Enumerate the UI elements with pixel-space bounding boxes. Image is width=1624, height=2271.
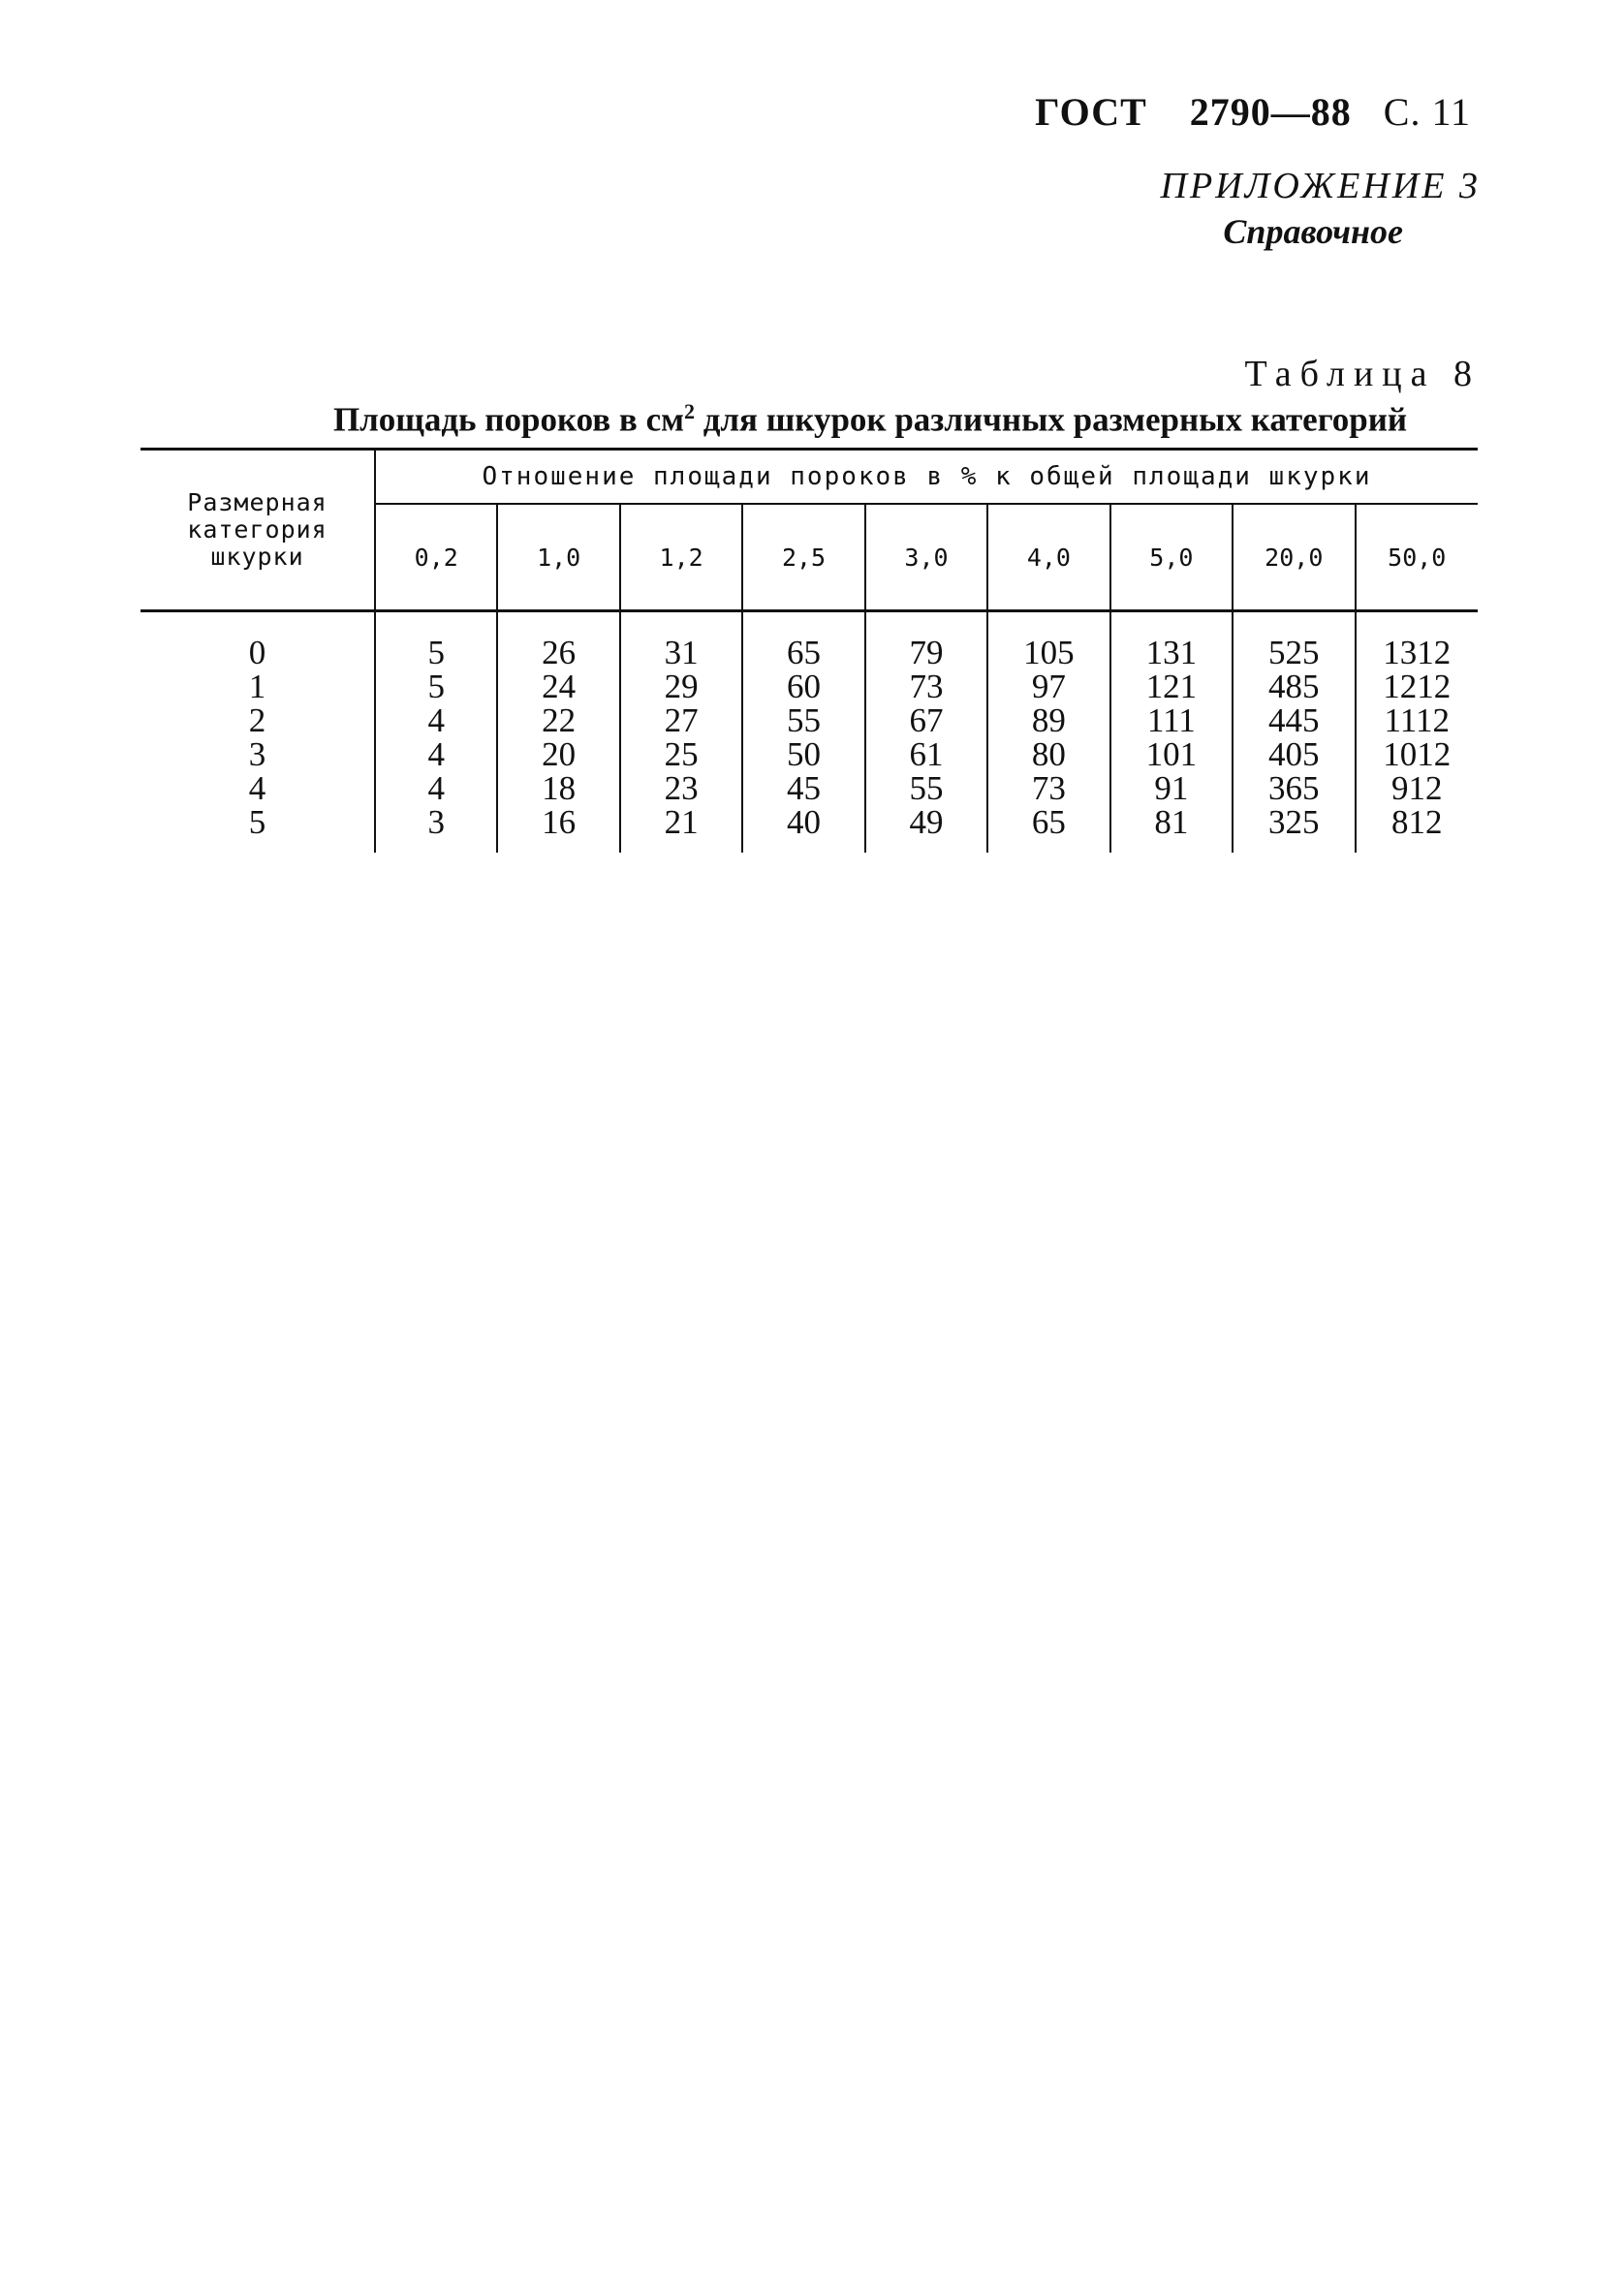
table-row	[141, 611, 1478, 670]
table-cell: 61	[865, 737, 987, 771]
table-cell: 5	[375, 669, 497, 703]
table-cell: 2	[248, 701, 266, 739]
table-cell: 131	[1110, 611, 1233, 670]
table-cell: 101	[1110, 737, 1233, 771]
table-cell: 65	[987, 805, 1109, 853]
table-title-rest: для шкурок различных размерных категорий	[694, 400, 1408, 439]
table-cell: 73	[987, 771, 1109, 805]
table-cell: 1	[248, 668, 266, 705]
table-cell: 325	[1233, 805, 1355, 853]
table-cell: 67	[865, 703, 987, 737]
table-row	[141, 703, 1478, 737]
table-label: Таблица 8	[1244, 354, 1481, 394]
page-number: С. 11	[1383, 90, 1471, 134]
column-header: 5,0	[1110, 504, 1233, 611]
table-cell: 18	[497, 771, 619, 805]
table-row	[141, 669, 1478, 703]
table-row	[141, 737, 1478, 771]
table-cell: 0	[248, 634, 266, 671]
table-cell: 55	[742, 703, 864, 737]
table-cell: 5	[248, 803, 266, 841]
table-cell: 4	[375, 771, 497, 805]
table-cell: 1312	[1356, 611, 1479, 670]
table-cell: 5	[375, 611, 497, 670]
column-header: 50,0	[1356, 504, 1479, 611]
table-cell: 3	[375, 805, 497, 853]
table-cell: 912	[1356, 771, 1479, 805]
table-cell: 73	[865, 669, 987, 703]
table-cell: 365	[1233, 771, 1355, 805]
table-cell: 812	[1356, 805, 1479, 853]
column-header: 20,0	[1233, 504, 1355, 611]
column-header: 0,2	[375, 504, 497, 611]
table-header-row	[141, 450, 1478, 505]
table-title-main: Площадь пороков в см	[332, 400, 684, 439]
table-cell: 4	[375, 703, 497, 737]
table-cell: 21	[620, 805, 742, 853]
table-cell: 111	[1110, 703, 1233, 737]
column-header: 2,5	[742, 504, 864, 611]
table-cell: 26	[497, 611, 619, 670]
defect-area-table	[141, 448, 1478, 853]
table-cell: 22	[497, 703, 619, 737]
table-title-superscript: 2	[683, 399, 695, 423]
standard-label: ГОСТ	[1035, 90, 1147, 134]
table-cell: 40	[742, 805, 864, 853]
table-cell: 1012	[1356, 737, 1479, 771]
table-cell: 29	[620, 669, 742, 703]
table-title	[0, 399, 1624, 440]
table-cell: 65	[742, 611, 864, 670]
table-cell: 3	[248, 735, 266, 773]
table-cell: 45	[742, 771, 864, 805]
column-header: 4,0	[987, 504, 1109, 611]
column-header: 3,0	[865, 504, 987, 611]
table-row	[141, 805, 1478, 853]
table-cell: 485	[1233, 669, 1355, 703]
table-cell: 445	[1233, 703, 1355, 737]
table-cell: 60	[742, 669, 864, 703]
column-header: 1,2	[620, 504, 742, 611]
appendix-subtitle: Справочное	[1223, 212, 1403, 251]
table-cell: 105	[987, 611, 1109, 670]
table-body	[141, 611, 1478, 854]
table-cell: 89	[987, 703, 1109, 737]
table-cell: 80	[987, 737, 1109, 771]
table-cell: 31	[620, 611, 742, 670]
table-cell: 20	[497, 737, 619, 771]
table-cell: 24	[497, 669, 619, 703]
table-cell: 1112	[1356, 703, 1479, 737]
table-cell: 405	[1233, 737, 1355, 771]
table-cell: 25	[620, 737, 742, 771]
table-cell: 97	[987, 669, 1109, 703]
table-cell: 16	[497, 805, 619, 853]
group-header: Отношение площади пороков в % к общей площади шкурки	[375, 450, 1478, 505]
table-cell: 525	[1233, 611, 1355, 670]
stub-header	[141, 450, 375, 611]
table-row	[141, 771, 1478, 805]
standard-number: 2790—88	[1189, 90, 1352, 134]
table-cell: 81	[1110, 805, 1233, 853]
table-cell: 27	[620, 703, 742, 737]
table-cell: 1212	[1356, 669, 1479, 703]
document-header	[1035, 89, 1471, 135]
table-cell: 4	[248, 769, 266, 807]
table-cell: 49	[865, 805, 987, 853]
table-cell: 91	[1110, 771, 1233, 805]
stub-header-line: Размерная	[187, 488, 328, 516]
stub-header-line: шкурки	[210, 543, 304, 571]
stub-header-line: категория	[187, 515, 328, 544]
table-cell: 79	[865, 611, 987, 670]
table-cell: 50	[742, 737, 864, 771]
table-cell: 23	[620, 771, 742, 805]
table-cell: 55	[865, 771, 987, 805]
table-cell: 4	[375, 737, 497, 771]
column-header: 1,0	[497, 504, 619, 611]
appendix-title: ПРИЛОЖЕНИЕ 3	[1160, 166, 1481, 206]
table-cell: 121	[1110, 669, 1233, 703]
